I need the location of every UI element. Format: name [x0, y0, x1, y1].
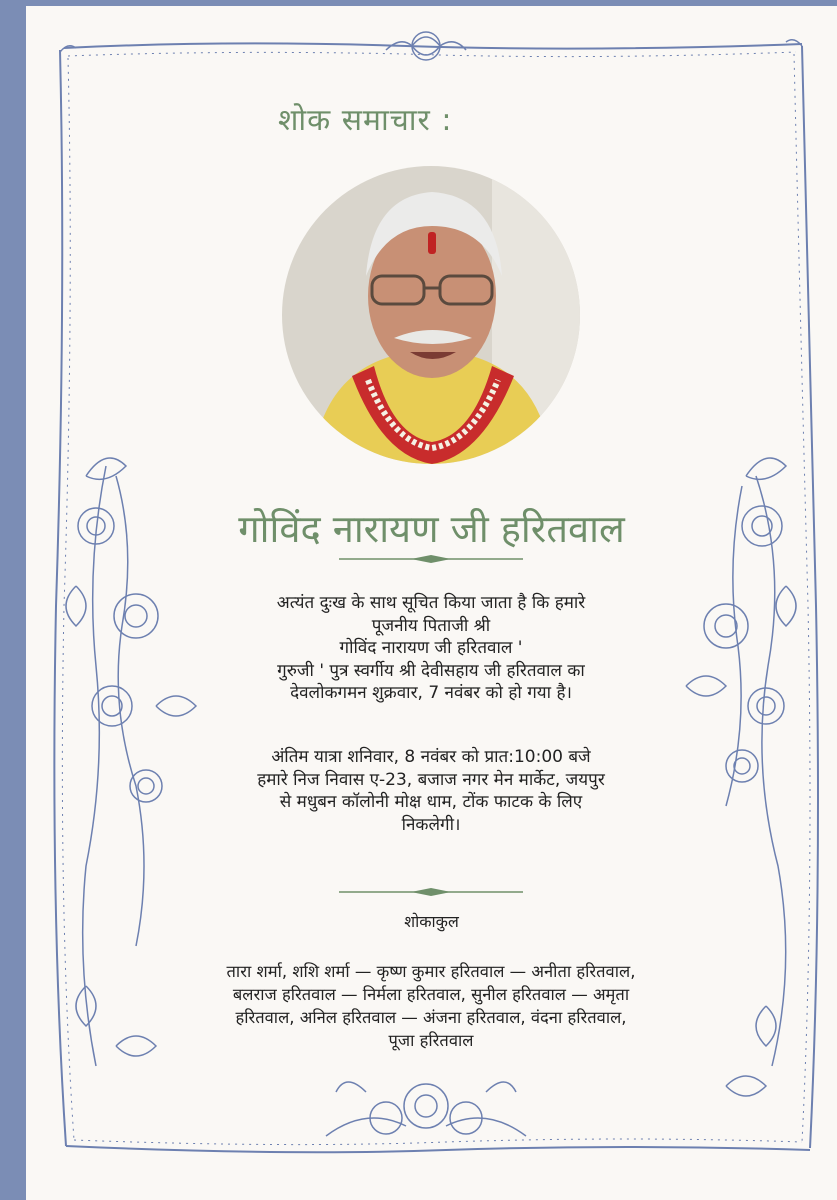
funeral-procession-details: [176, 746, 686, 836]
notice-card: [26, 6, 837, 1200]
death-announcement: [176, 592, 686, 705]
procession-line: निकलेगी।: [401, 814, 461, 835]
portrait-photo: [282, 166, 580, 464]
deceased-name: गोविंद नारायण जी हरितवाल: [238, 507, 625, 551]
announcement-line: गुरुजी ' पुत्र स्वर्गीय श्री देवीसहाय जी हरितवाल का: [277, 660, 585, 681]
mourners-line: पूजा हरितवाल: [388, 1031, 474, 1050]
announcement-line: गोविंद नारायण जी हरितवाल ': [339, 638, 523, 658]
procession-line: हमारे निज निवास ए-23, बजाज नगर मेन मार्केट, जयपुर: [257, 769, 605, 790]
mourners-label: शोकाकुल: [404, 912, 459, 931]
mourners-divider: [339, 887, 523, 897]
announcement-line: देवलोकगमन शुक्रवार, 7 नवंबर को हो गया है।: [290, 683, 572, 703]
mourners-line: तारा शर्मा, शशि शर्मा — कृष्ण कुमार हरितवाल — अनीता हरितवाल,: [226, 962, 636, 981]
notice-title: शोक समाचार :: [278, 103, 453, 138]
mourners-line: हरितवाल, अनिल हरितवाल — अंजना हरितवाल, वंदना हरितवाल,: [235, 1008, 627, 1027]
announcement-line: पूजनीय पिताजी श्री: [371, 615, 491, 636]
announcement-line: अत्यंत दुःख के साथ सूचित किया जाता है कि हमारे: [276, 593, 586, 613]
procession-line: अंतिम यात्रा शनिवार, 8 नवंबर को प्रात:10:00 बजे: [271, 747, 591, 767]
name-divider: [339, 554, 523, 564]
procession-line: से मधुबन कॉलोनी मोक्ष धाम, टोंक फाटक के लिए: [279, 792, 583, 812]
mourners-list: [166, 960, 696, 1052]
mourners-line: बलराज हरितवाल — निर्मला हरितवाल, सुनील हरितवाल — अमृता: [232, 985, 630, 1004]
